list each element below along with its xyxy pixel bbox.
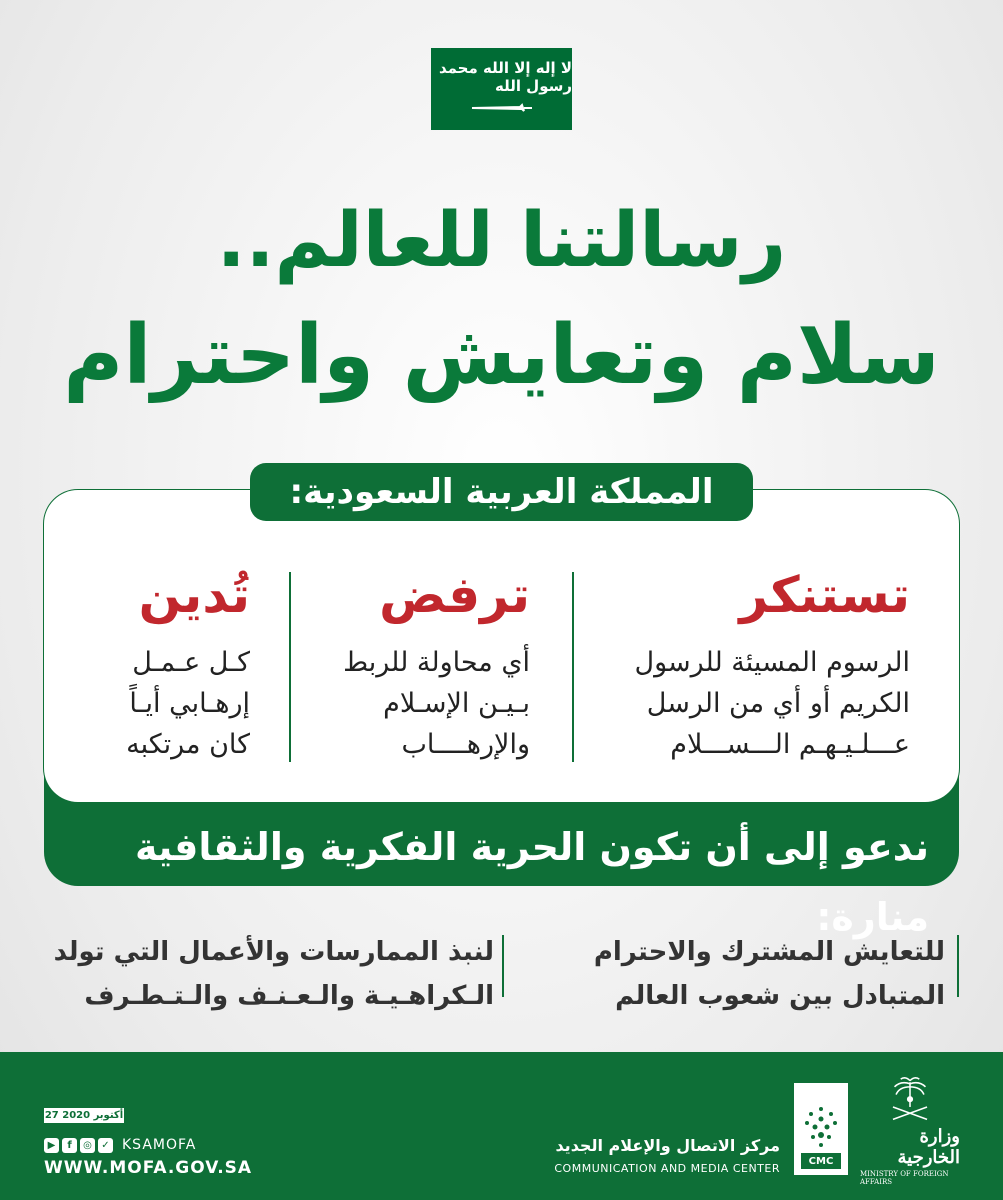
- column-head: ترفض: [379, 566, 530, 624]
- website-link[interactable]: WWW.MOFA.GOV.SA: [44, 1158, 253, 1178]
- cmc-logo-text: CMC: [801, 1153, 841, 1169]
- facebook-icon[interactable]: f: [62, 1138, 77, 1153]
- title-line-2: سلام وتعايش واحترام: [63, 308, 940, 403]
- flag-shahada: لا إله إلا الله محمد رسول الله: [438, 59, 572, 95]
- bottom-line: للتعايش المشترك والاحترام: [593, 937, 945, 967]
- section-label: المملكة العربية السعودية:: [250, 463, 753, 521]
- mofa-name-arabic: وزارة الخارجية: [897, 1126, 960, 1168]
- mofa-emblem: [860, 1076, 960, 1186]
- twitter-icon[interactable]: ✓: [98, 1138, 113, 1153]
- bottom-line: المتبادل بين شعوب العالم: [615, 981, 945, 1011]
- divider: [957, 935, 959, 997]
- column-line: أي محاولة للربط: [343, 647, 530, 678]
- date-badge: 27 أكتوبر 2020: [44, 1110, 124, 1121]
- cmc-name-english: COMMUNICATION AND MEDIA CENTER: [554, 1162, 780, 1175]
- column-head: تُدين: [138, 566, 250, 624]
- bottom-text-right: [570, 930, 945, 1018]
- column-line: والإرهــــاب: [401, 729, 530, 760]
- title-line-1: رسالتنا للعالم..: [216, 195, 787, 284]
- youtube-icon[interactable]: ▶: [44, 1138, 59, 1153]
- divider: [502, 935, 504, 997]
- sword-icon: [470, 103, 534, 113]
- column-line: بـيـن الإسـلام: [383, 688, 530, 719]
- social-handle: KSAMOFA: [122, 1137, 197, 1153]
- divider: [572, 572, 574, 762]
- cmc-dots-icon: [801, 1105, 841, 1149]
- cmc-name-arabic: مركز الاتصال والإعلام الجديد: [555, 1136, 780, 1155]
- column-condemns: [600, 560, 910, 770]
- column-head: تستنكر: [739, 566, 910, 624]
- mofa-name-english: MINISTRY OF FOREIGN AFFAIRS: [860, 1170, 949, 1186]
- column-line: كان مرتكبه: [126, 729, 250, 760]
- column-line: كـل عـمـل: [132, 647, 250, 678]
- social-links: [44, 1137, 196, 1153]
- bottom-line: لنبذ الممارسات والأعمال التي تولد: [53, 937, 494, 967]
- palm-swords-emblem-icon: [880, 1076, 940, 1124]
- saudi-flag: [431, 48, 572, 130]
- bottom-text-left: [44, 930, 494, 1018]
- divider: [289, 572, 291, 762]
- bottom-line: الـكراهـيـة والـعـنـف والـتـطـرف: [84, 981, 494, 1011]
- column-rejects: [320, 560, 530, 770]
- column-line: الرسوم المسيئة للرسول: [634, 647, 910, 678]
- instagram-icon[interactable]: ◎: [80, 1138, 95, 1153]
- column-line: عـــلـيـهـم الـــســـلام: [670, 729, 910, 760]
- column-denounces: [60, 560, 250, 770]
- column-line: إرهـابي أيـاً: [129, 688, 250, 719]
- call-text: ندعو إلى أن تكون الحرية الفكرية والثقافية منارة:: [134, 825, 929, 939]
- column-line: الكريم أو أي من الرسل: [646, 688, 910, 719]
- cmc-logo: [794, 1083, 848, 1175]
